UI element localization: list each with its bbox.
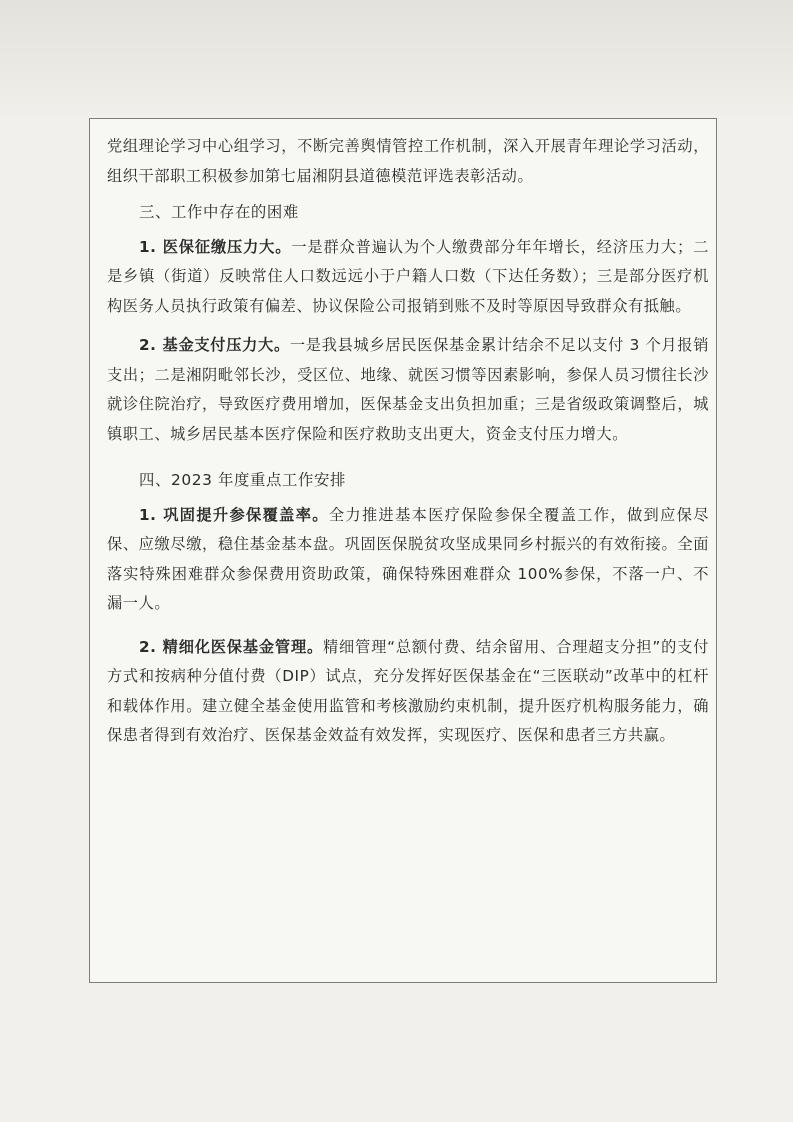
paragraph-text: 精细管理“总额付费、结余留用、合理超支分担”的支付方式和按病种分值付费（DIP）试点，充分发挥好医保基金在“三医联动”改革中的杠杆和载体作用。建立健全基金使用监管和考核激励约束机制，提升医疗机构服务能力，确保患者得到有效治疗、医保基金效益有效发挥，实现医疗、医保和患者三方共赢。	[107, 637, 709, 744]
paragraph-plan-1	[107, 501, 709, 619]
section-heading-2023-plan: 四、2023 年度重点工作安排	[139, 471, 346, 489]
document-body	[107, 132, 709, 751]
paragraph-lead: 2. 精细化医保基金管理。	[139, 637, 324, 656]
paragraph-difficulty-2	[107, 331, 709, 449]
paragraph-text: 一是我县城乡居民医保基金累计结余不足以支付 3 个月报销支出；二是湘阴毗邻长沙，受区位、地缘、就医习惯等因素影响，参保人员习惯往长沙就诊住院治疗，导致医疗费用增加，医保基金支出负担加重；三是省级政策调整后，城镇职工、城乡居民基本医疗保险和医疗救助支出更大，资金支付压力增大。	[107, 336, 709, 443]
paragraph-lead: 1. 巩固提升参保覆盖率。	[139, 505, 329, 524]
paragraph-lead: 2. 基金支付压力大。	[139, 336, 290, 354]
spacer	[107, 321, 709, 331]
paragraph-continued: 党组理论学习中心组学习，不断完善舆情管控工作机制，深入开展青年理论学习活动，组织干部职工积极参加第七届湘阴县道德模范评选表彰活动。	[107, 137, 709, 185]
paragraph-text: 一是群众普遍认为个人缴费部分年年增长，经济压力大；二是乡镇（街道）反映常住人口数远远小于户籍人口数（下达任务数）；三是部分医疗机构医务人员执行政策有偏差、协议保险公司报销到账不及时等原因导致群众有抵触。	[107, 237, 709, 315]
section-heading-difficulties: 三、工作中存在的困难	[139, 203, 299, 221]
paragraph-text: 全力推进基本医疗保险参保全覆盖工作，做到应保尽保、应缴尽缴，稳住基金基本盘。巩固医保脱贫攻坚成果同乡村振兴的有效衔接。全面落实特殊困难群众参保费用资助政策，确保特殊困难群众 100%参保，不落一户、不漏一人。	[107, 505, 709, 612]
spacer	[107, 619, 709, 633]
paragraph-plan-2	[107, 633, 709, 751]
scan-shadow	[0, 0, 793, 120]
spacer	[107, 449, 709, 459]
paragraph-lead: 1. 医保征缴压力大。	[139, 237, 292, 256]
paragraph-difficulty-1	[107, 233, 709, 322]
